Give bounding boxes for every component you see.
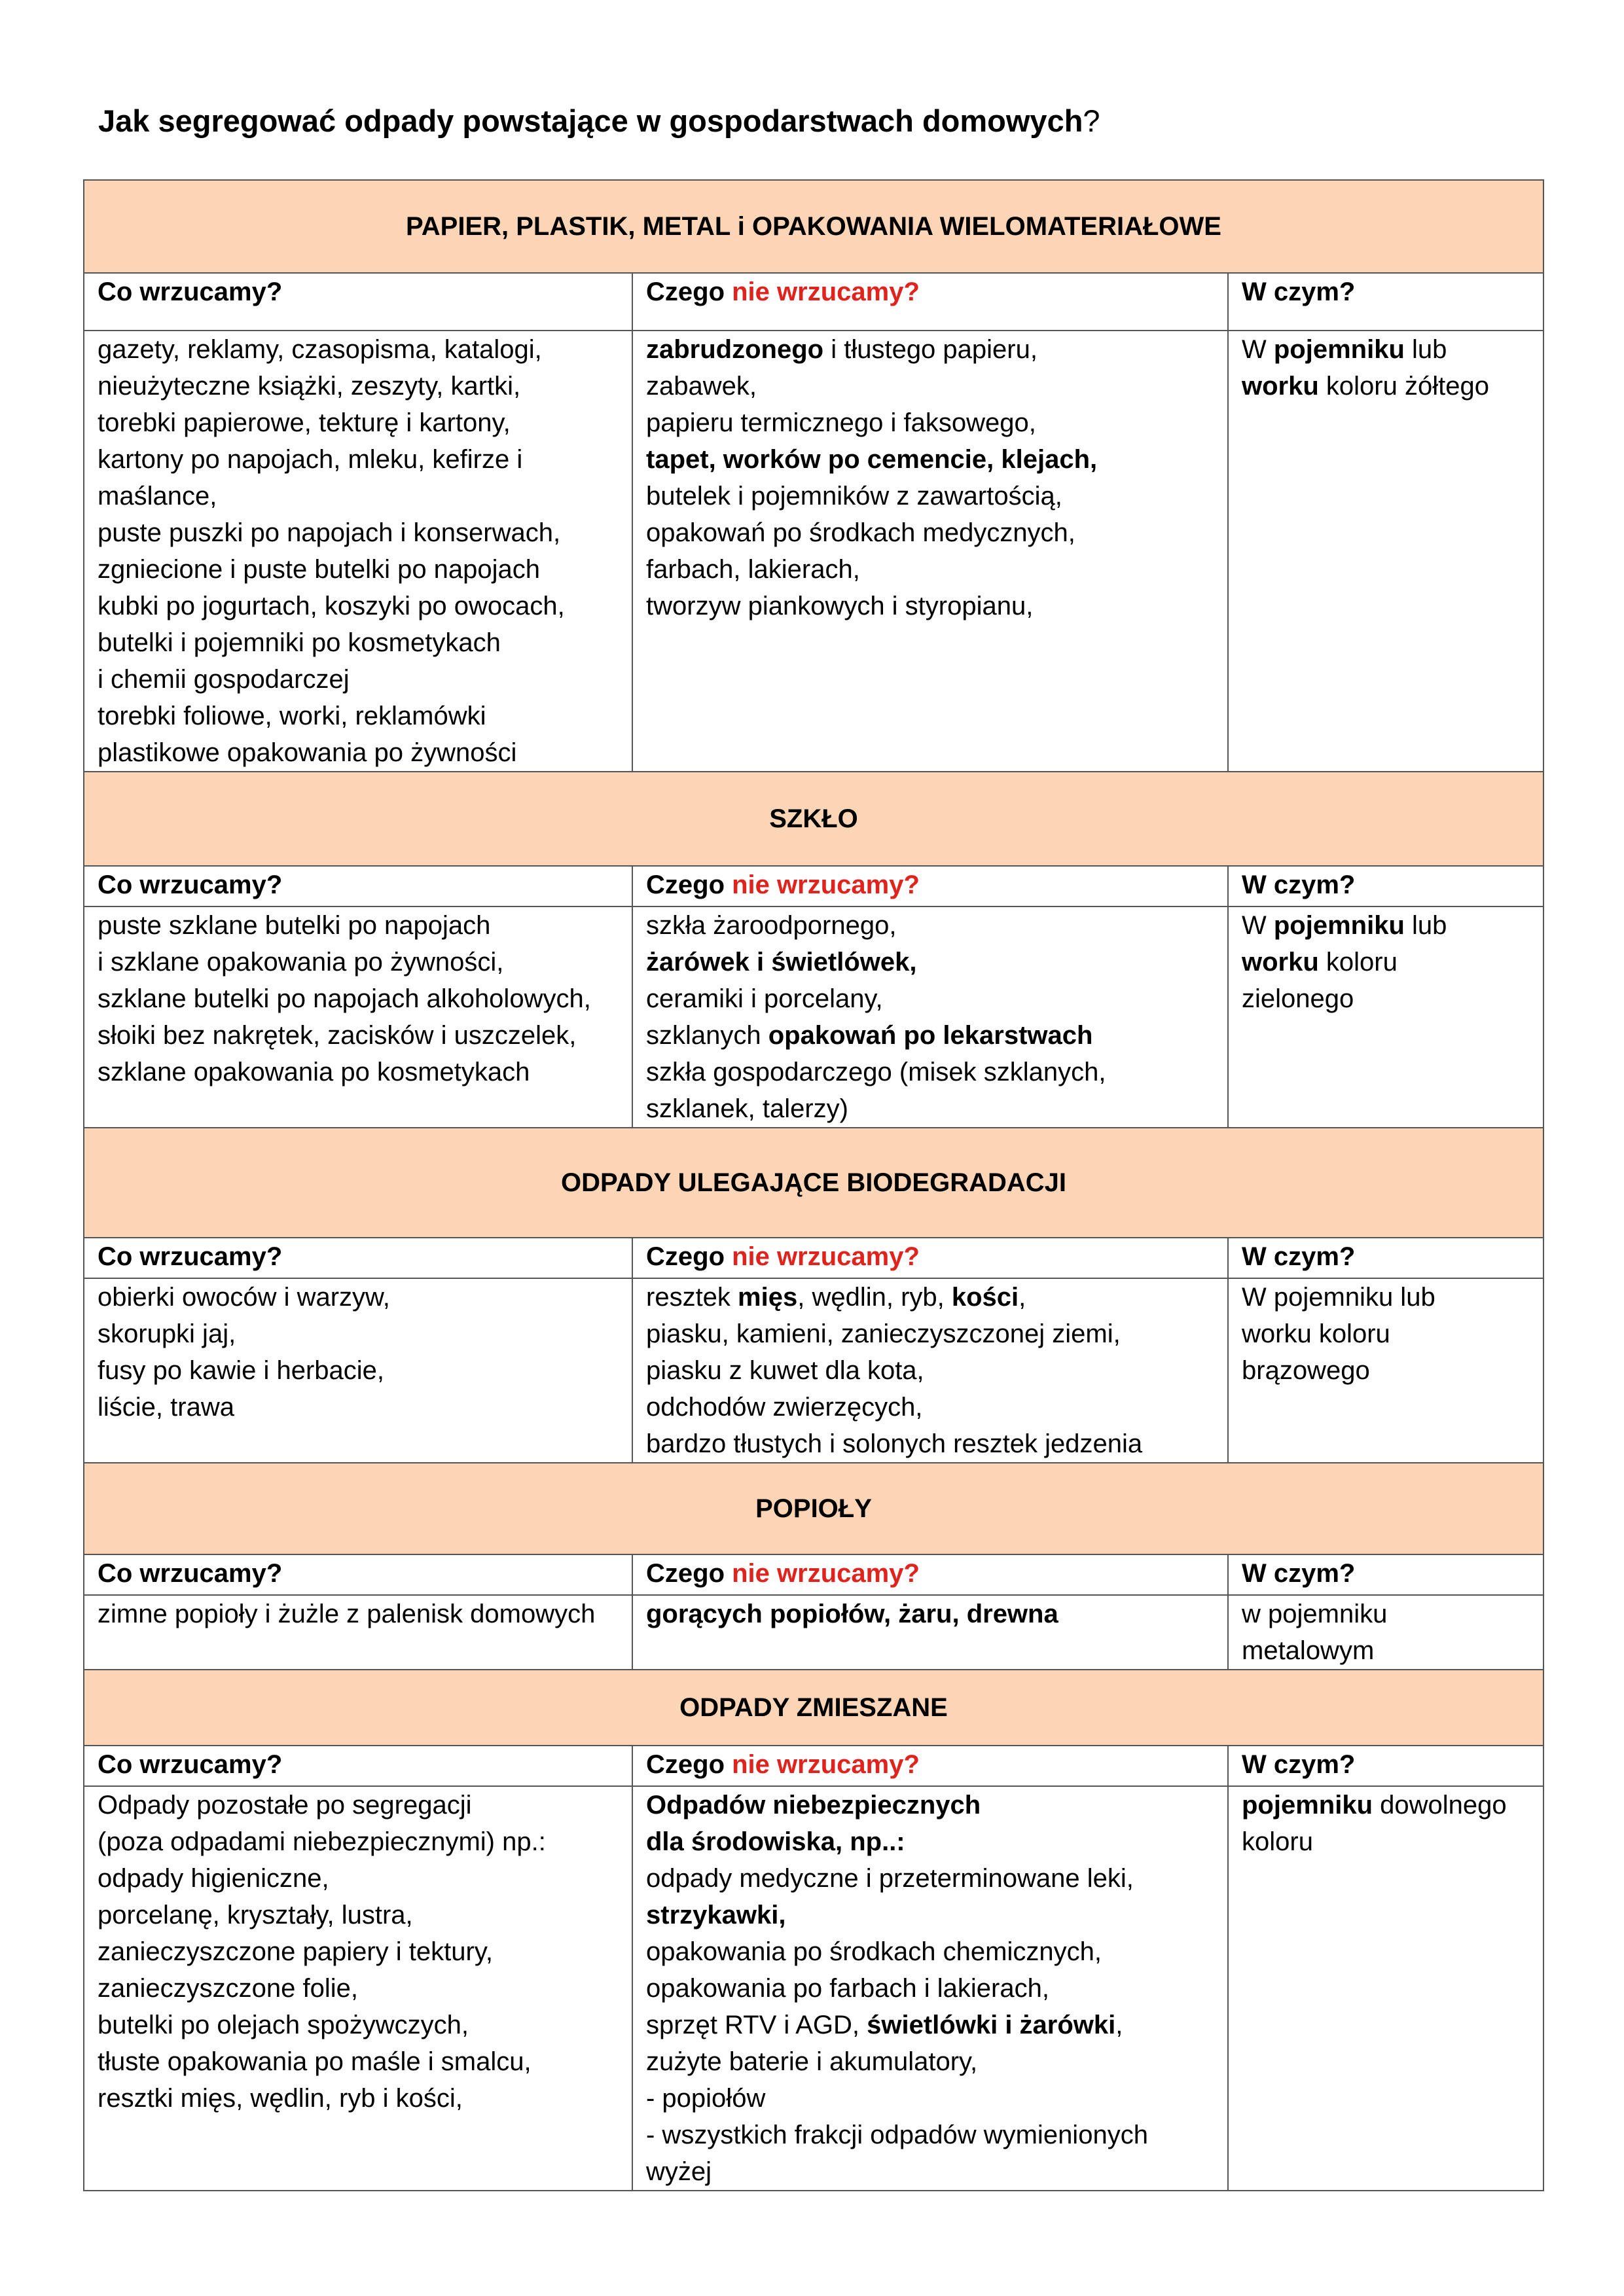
container-line (1242, 331, 1530, 368)
list-item (646, 1860, 1214, 1897)
list-item (646, 980, 1214, 1017)
list-item: butelki i pojemniki po kosmetykach (98, 628, 501, 657)
text-segment: opakowania po środkach chemicznych, (646, 1937, 1102, 1966)
text-segment: szkła gospodarczego (misek szklanych, (646, 1058, 1106, 1086)
container-cell (1228, 1595, 1543, 1670)
text-segment: tworzyw piankowych i styropianu, (646, 592, 1034, 620)
emphasis-text: pojemniku (1273, 911, 1405, 940)
header-what-not-highlight: nie wrzucamy? (732, 870, 920, 899)
section-title-row-glass (84, 772, 1543, 866)
list-item: odpady higieniczne, (98, 1864, 329, 1893)
header-what-not-highlight: nie wrzucamy? (732, 278, 920, 306)
list-item: tłuste opakowania po maśle i smalcu, (98, 2047, 532, 2076)
column-header-row (84, 1746, 1543, 1786)
list-item (646, 404, 1214, 441)
text-segment: , wędlin, ryb, (797, 1283, 952, 1312)
header-container: W czym? (1228, 273, 1543, 331)
list-item: szklane butelki po napojach alkoholowych, (98, 984, 591, 1013)
what-in-cell (84, 1278, 632, 1463)
header-container: W czym? (1228, 866, 1543, 906)
list-item: i chemii gospodarczej (98, 665, 350, 694)
text-segment: zielonego (1242, 984, 1354, 1013)
list-item (646, 2043, 1214, 2080)
text-segment: opakowania po farbach i lakierach, (646, 1974, 1049, 2003)
header-what-not (632, 1746, 1228, 1786)
text-segment: wyżej (646, 2157, 712, 2186)
emphasis-text: kości (951, 1283, 1019, 1312)
header-what-not-prefix: Czego (646, 278, 732, 306)
text-segment: sprzęt RTV i AGD, (646, 2011, 867, 2039)
emphasis-text: worku (1242, 372, 1319, 401)
header-what-not-prefix: Czego (646, 870, 732, 899)
text-segment: worku koloru (1242, 1319, 1390, 1348)
header-container: W czym? (1228, 1746, 1543, 1786)
container-line (1242, 1279, 1530, 1316)
list-item: maślance, (98, 482, 217, 511)
list-item (646, 331, 1214, 368)
list-item (646, 1970, 1214, 2007)
list-item: kubki po jogurtach, koszyki po owocach, (98, 592, 565, 620)
list-item: resztki mięs, wędlin, ryb i kości, (98, 2084, 463, 2113)
header-what-in: Co wrzucamy? (84, 866, 632, 906)
container-line (1242, 368, 1530, 404)
container-cell (1228, 1278, 1543, 1463)
list-item (646, 1897, 1214, 1933)
section-title-row-paper-plastic-metal (84, 180, 1543, 273)
section-title: ODPADY ULEGAJĄCE BIODEGRADACJI (84, 1128, 1543, 1238)
emphasis-text: pojemniku (1273, 335, 1405, 364)
header-what-not (632, 1554, 1228, 1595)
text-segment: resztek (646, 1283, 738, 1312)
content-row (84, 1595, 1543, 1670)
content-row (84, 1278, 1543, 1463)
list-item: obierki owoców i warzyw, (98, 1283, 390, 1312)
page-title-mark: ? (1083, 103, 1100, 138)
section-title: ODPADY ZMIESZANE (84, 1670, 1543, 1746)
emphasis-text: strzykawki, (646, 1901, 786, 1929)
text-segment: szklanek, talerzy) (646, 1094, 848, 1123)
content-row (84, 331, 1543, 772)
header-what-in: Co wrzucamy? (84, 1238, 632, 1278)
emphasis-text: tapet, worków po cemencie, klejach, (646, 445, 1098, 474)
what-in-cell (84, 331, 632, 772)
emphasis-text: worku (1242, 948, 1319, 977)
text-segment: brązowego (1242, 1356, 1370, 1385)
container-line (1242, 980, 1530, 1017)
container-line (1242, 1316, 1530, 1352)
container-cell (1228, 331, 1543, 772)
emphasis-text: Odpadów niebezpiecznych (646, 1791, 981, 1820)
text-segment: W pojemniku lub (1242, 1283, 1435, 1312)
list-item: butelki po olejach spożywczych, (98, 2011, 469, 2039)
text-segment: , (1019, 1283, 1026, 1312)
list-item (646, 907, 1214, 944)
list-item (646, 441, 1214, 478)
container-cell (1228, 906, 1543, 1128)
list-item (646, 1017, 1214, 1054)
content-row (84, 1786, 1543, 2191)
list-item (646, 2153, 1214, 2190)
text-segment: , (1115, 2011, 1123, 2039)
list-item: słoiki bez nakrętek, zacisków i uszczelek, (98, 1021, 577, 1050)
list-item (646, 588, 1214, 624)
list-item: skorupki jaj, (98, 1319, 236, 1348)
header-what-not-highlight: nie wrzucamy? (732, 1750, 920, 1779)
list-item: zanieczyszczone folie, (98, 1974, 358, 2003)
container-line (1242, 907, 1530, 944)
text-segment: farbach, lakierach, (646, 555, 860, 584)
header-what-in: Co wrzucamy? (84, 1554, 632, 1595)
list-item (646, 1389, 1214, 1426)
page-title-text: Jak segregować odpady powstające w gospodarstwach domowych (98, 103, 1083, 138)
text-segment: zabawek, (646, 372, 757, 401)
list-item: nieużyteczne książki, zeszyty, kartki, (98, 372, 521, 401)
what-not-cell (632, 906, 1228, 1128)
section-title: PAPIER, PLASTIK, METAL i OPAKOWANIA WIELOMATERIAŁOWE (84, 180, 1543, 273)
list-item (646, 514, 1214, 551)
what-not-cell (632, 331, 1228, 772)
text-segment: metalowym (1242, 1636, 1375, 1665)
section-title: POPIOŁY (84, 1463, 1543, 1554)
column-header-row (84, 1554, 1543, 1595)
text-segment: lub (1404, 335, 1447, 364)
text-segment: szkła żaroodpornego, (646, 911, 897, 940)
container-line (1242, 1596, 1530, 1632)
container-line (1242, 944, 1530, 980)
page-title (98, 98, 1100, 144)
emphasis-text: pojemniku (1242, 1791, 1373, 1820)
text-segment: odchodów zwierzęcych, (646, 1393, 923, 1422)
header-what-not-prefix: Czego (646, 1559, 732, 1588)
container-line (1242, 1352, 1530, 1389)
what-in-cell (84, 1595, 632, 1670)
section-title-row-mixed (84, 1670, 1543, 1746)
list-item: gazety, reklamy, czasopisma, katalogi, (98, 335, 542, 364)
list-item (646, 368, 1214, 404)
text-segment: W (1242, 335, 1274, 364)
text-segment: opakowań po środkach medycznych, (646, 518, 1075, 547)
emphasis-text: gorących popiołów, żaru, drewna (646, 1600, 1058, 1628)
column-header-row (84, 866, 1543, 906)
text-segment: w pojemniku (1242, 1600, 1388, 1628)
what-not-cell (632, 1278, 1228, 1463)
header-what-not (632, 866, 1228, 906)
header-what-not (632, 1238, 1228, 1278)
list-item: zimne popioły i żużle z palenisk domowych (98, 1600, 596, 1628)
list-item (646, 1823, 1214, 1860)
text-segment: - popiołów (646, 2084, 766, 2113)
list-item (646, 1279, 1214, 1316)
header-what-not-highlight: nie wrzucamy? (732, 1559, 920, 1588)
list-item: puste szklane butelki po napojach (98, 911, 491, 940)
list-item (646, 551, 1214, 588)
container-cell (1228, 1786, 1543, 2191)
emphasis-text: mięs (738, 1283, 798, 1312)
text-segment: ceramiki i porcelany, (646, 984, 883, 1013)
text-segment: odpady medyczne i przeterminowane leki, (646, 1864, 1134, 1893)
list-item (646, 478, 1214, 514)
list-item (646, 944, 1214, 980)
header-container: W czym? (1228, 1554, 1543, 1595)
list-item (646, 1316, 1214, 1352)
list-item: szklane opakowania po kosmetykach (98, 1058, 530, 1086)
list-item (646, 1054, 1214, 1090)
column-header-row (84, 273, 1543, 331)
what-in-cell (84, 1786, 632, 2191)
text-segment: papieru termicznego i faksowego, (646, 408, 1036, 437)
what-in-cell (84, 906, 632, 1128)
text-segment: szklanych (646, 1021, 768, 1050)
list-item: plastikowe opakowania po żywności (98, 738, 517, 767)
list-item: fusy po kawie i herbacie, (98, 1356, 385, 1385)
list-item: liście, trawa (98, 1393, 234, 1422)
text-segment: W (1242, 911, 1274, 940)
list-item: (poza odpadami niebezpiecznymi) np.: (98, 1827, 546, 1856)
container-line (1242, 1823, 1530, 1860)
emphasis-text: świetlówki i żarówki (867, 2011, 1116, 2039)
content-row (84, 906, 1543, 1128)
header-what-in: Co wrzucamy? (84, 1746, 632, 1786)
list-item (646, 1596, 1214, 1632)
container-line (1242, 1632, 1530, 1669)
section-title: SZKŁO (84, 772, 1543, 866)
list-item: kartony po napojach, mleku, kefirze i (98, 445, 523, 474)
emphasis-text: zabrudzonego (646, 335, 824, 364)
header-what-in: Co wrzucamy? (84, 273, 632, 331)
list-item: i szklane opakowania po żywności, (98, 948, 504, 977)
text-segment: dowolnego (1373, 1791, 1507, 1820)
list-item (646, 2080, 1214, 2117)
emphasis-text: dla środowiska, np..: (646, 1827, 905, 1856)
header-what-not-highlight: nie wrzucamy? (732, 1242, 920, 1271)
text-segment: piasku z kuwet dla kota, (646, 1356, 924, 1385)
waste-segregation-table (83, 179, 1544, 2191)
text-segment: butelek i pojemników z zawartością, (646, 482, 1062, 511)
list-item (646, 1090, 1214, 1127)
text-segment: zużyte baterie i akumulatory, (646, 2047, 978, 2076)
list-item: Odpady pozostałe po segregacji (98, 1791, 472, 1820)
section-title-row-ashes (84, 1463, 1543, 1554)
container-line (1242, 1787, 1530, 1823)
text-segment: koloru (1242, 1827, 1313, 1856)
header-what-not-prefix: Czego (646, 1242, 732, 1271)
list-item (646, 1426, 1214, 1462)
list-item: torebki foliowe, worki, reklamówki (98, 702, 486, 730)
list-item: puste puszki po napojach i konserwach, (98, 518, 561, 547)
emphasis-text: żarówek i świetlówek, (646, 948, 917, 977)
text-segment: koloru żółtego (1318, 372, 1489, 401)
list-item (646, 1352, 1214, 1389)
emphasis-text: opakowań po lekarstwach (768, 1021, 1093, 1050)
header-what-not-prefix: Czego (646, 1750, 732, 1779)
list-item: zanieczyszczone papiery i tektury, (98, 1937, 493, 1966)
header-container: W czym? (1228, 1238, 1543, 1278)
list-item (646, 2007, 1214, 2043)
text-segment: - wszystkich frakcji odpadów wymienionych (646, 2121, 1148, 2149)
column-header-row (84, 1238, 1543, 1278)
section-title-row-biodegradable (84, 1128, 1543, 1238)
list-item (646, 2117, 1214, 2153)
list-item: zgniecione i puste butelki po napojach (98, 555, 541, 584)
list-item (646, 1787, 1214, 1823)
text-segment: i tłustego papieru, (823, 335, 1038, 364)
list-item (646, 1933, 1214, 1970)
text-segment: bardzo tłustych i solonych resztek jedzenia (646, 1429, 1143, 1458)
header-what-not (632, 273, 1228, 331)
text-segment: piasku, kamieni, zanieczyszczonej ziemi, (646, 1319, 1121, 1348)
list-item: porcelanę, kryształy, lustra, (98, 1901, 413, 1929)
what-not-cell (632, 1786, 1228, 2191)
list-item: torebki papierowe, tekturę i kartony, (98, 408, 511, 437)
what-not-cell (632, 1595, 1228, 1670)
text-segment: koloru (1318, 948, 1398, 977)
text-segment: lub (1404, 911, 1447, 940)
